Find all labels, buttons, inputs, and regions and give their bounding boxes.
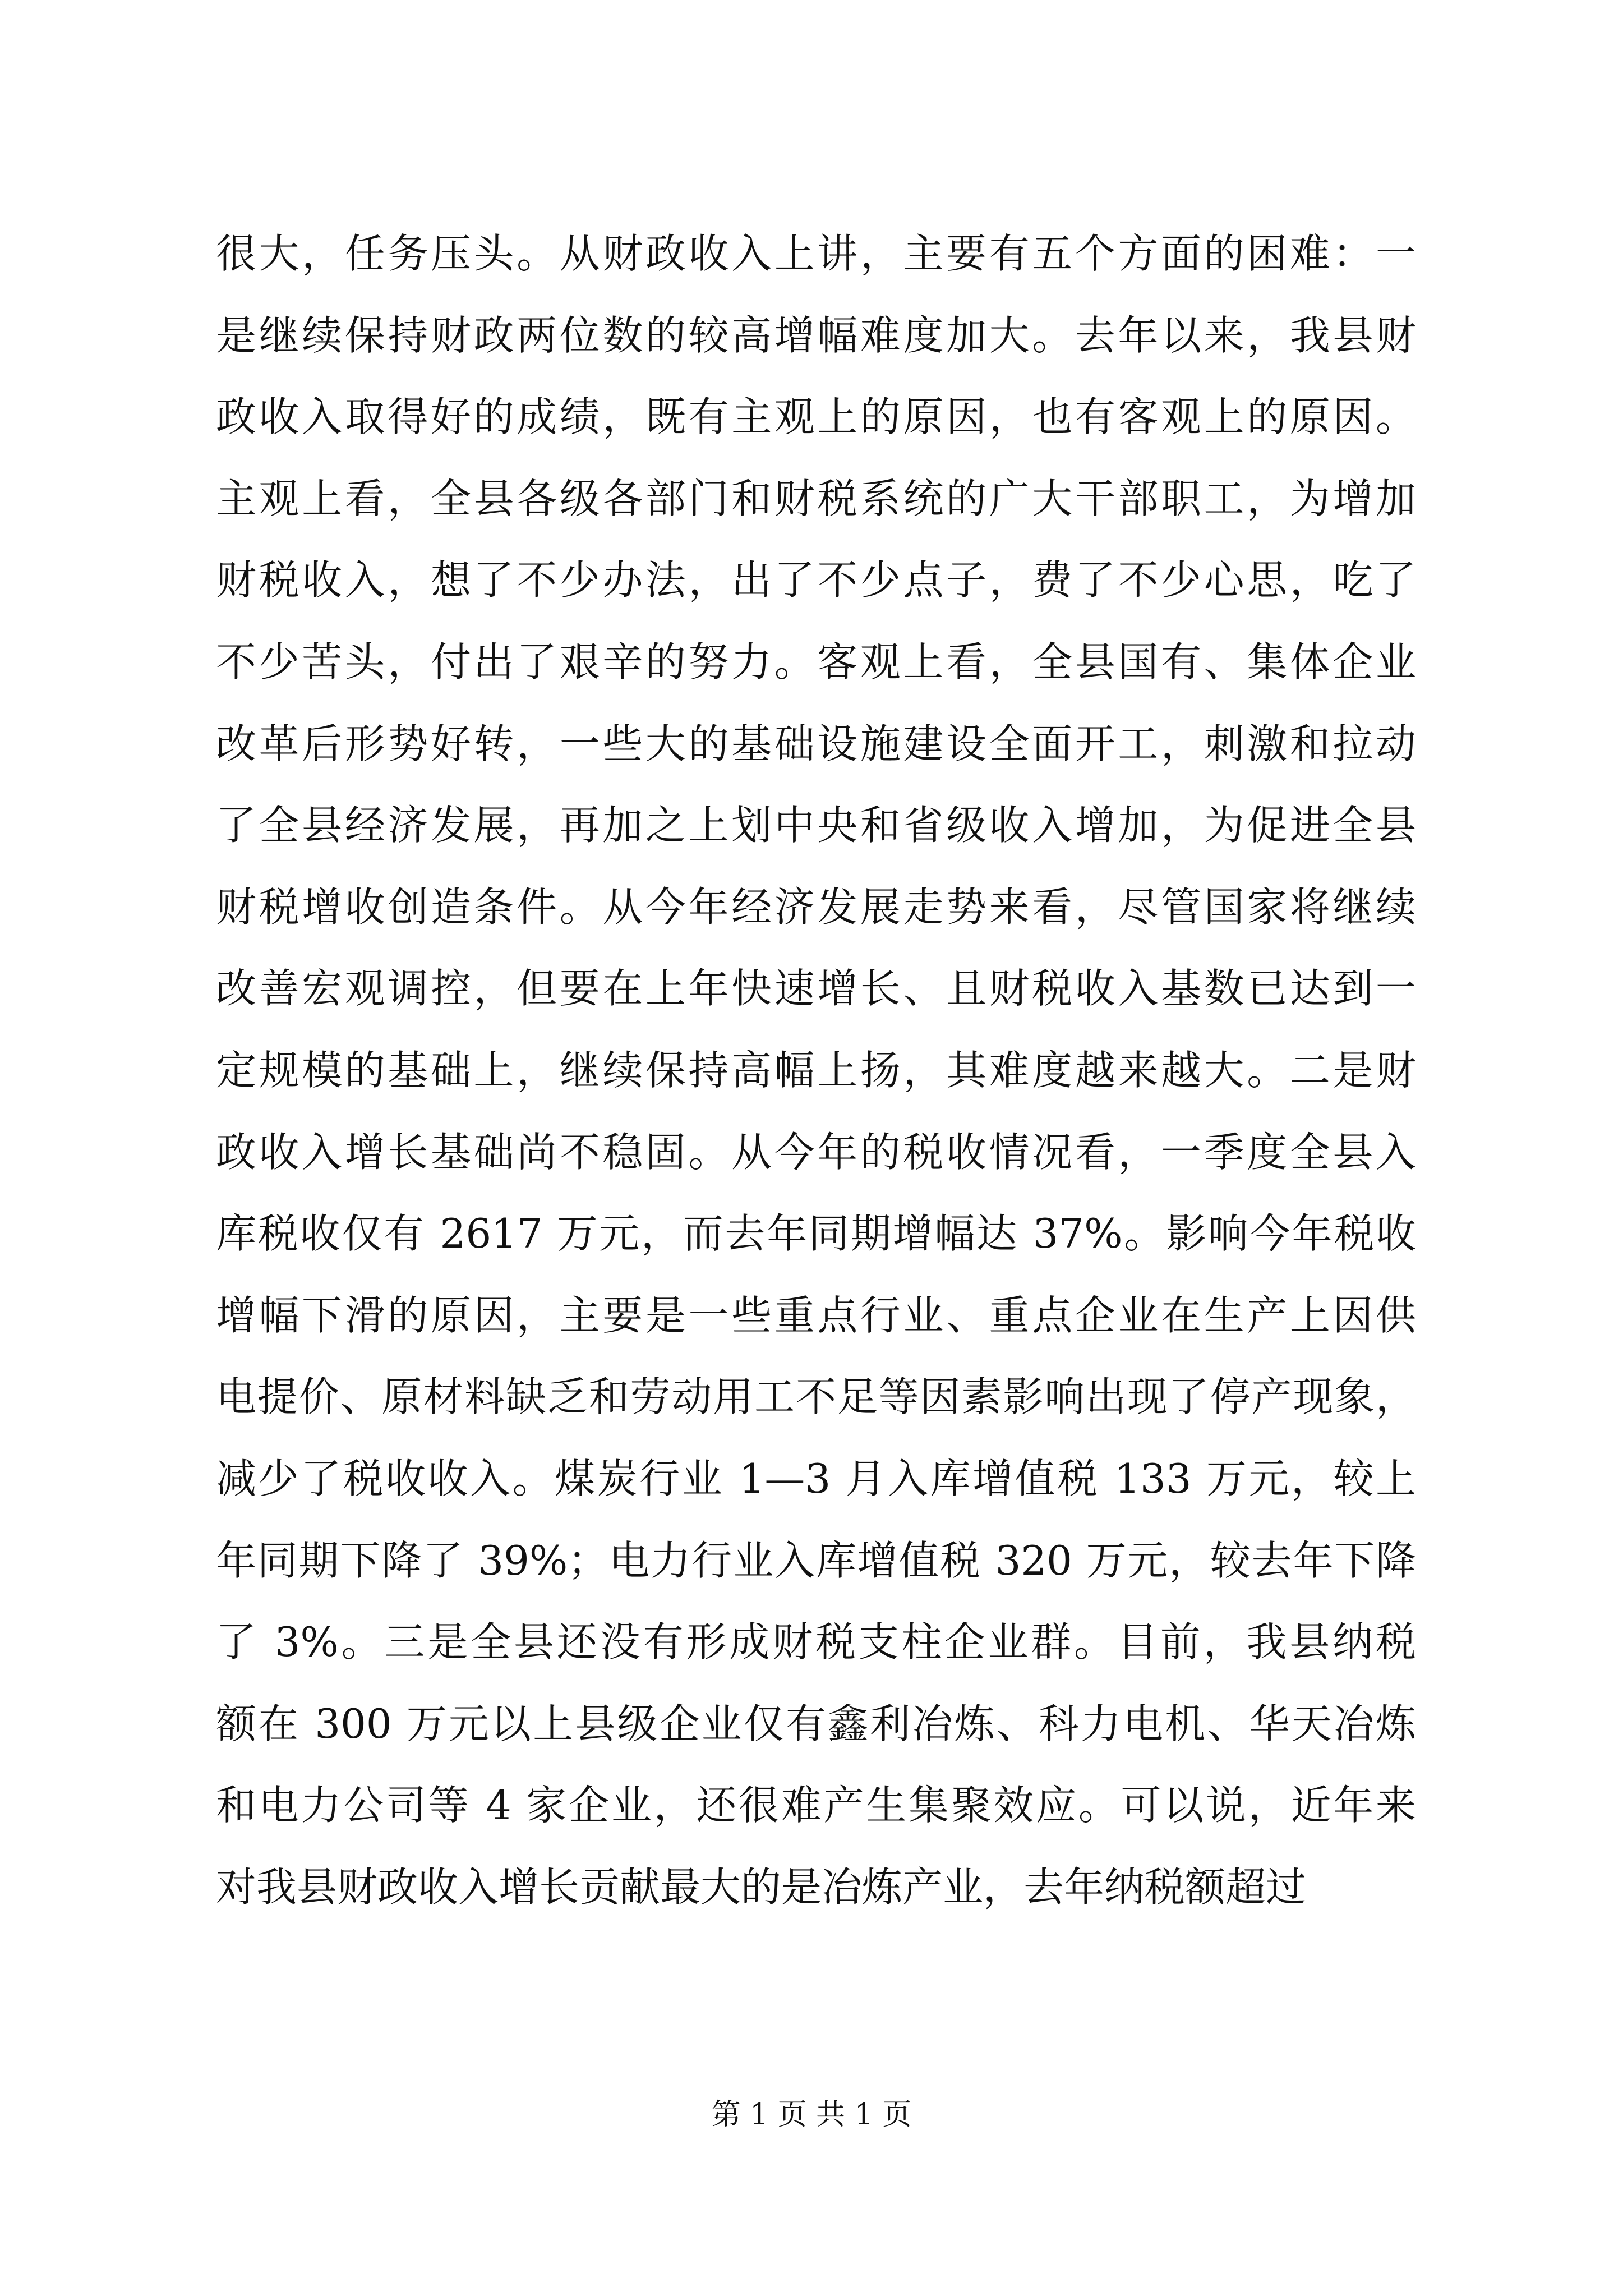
text-line: 是继续保持财政两位数的较高增幅难度加大。去年以来，我县财 [216, 311, 1416, 359]
text-line: 主观上看，全县各级各部门和财税系统的广大干部职工，为增加 [216, 475, 1416, 522]
text-line: 了全县经济发展，再加之上划中央和省级收入增加，为促进全县 [216, 802, 1416, 849]
text-line: 改善宏观调控，但要在上年快速增长、且财税收入基数已达到一 [216, 965, 1416, 1013]
text-line: 减少了税收收入。煤炭行业 1—3 月入库增值税 133 万元，较上 [216, 1455, 1416, 1502]
page-number-label: 第 1 页 共 1 页 [711, 2098, 912, 2132]
text-line: 很大，任务压头。从财政收入上讲，主要有五个方面的困难：一 [216, 230, 1416, 277]
text-line: 财税收入，想了不少办法，出了不少点子，费了不少心思，吃了 [216, 556, 1416, 604]
text-line: 了 3%。三是全县还没有形成财税支柱企业群。目前，我县纳税 [216, 1618, 1416, 1666]
text-line: 对我县财政收入增长贡献最大的是冶炼产业，去年纳税额超过 [216, 1863, 1307, 1911]
body-text [216, 213, 1416, 1928]
page-footer [0, 2095, 1623, 2134]
text-line: 定规模的基础上，继续保持高幅上扬，其难度越来越大。二是财 [216, 1046, 1416, 1094]
text-line: 库税收仅有 2617 万元，而去年同期增幅达 37%。影响今年税收 [216, 1210, 1416, 1258]
text-line: 年同期下降了 39%；电力行业入库增值税 320 万元，较去年下降 [216, 1536, 1416, 1584]
text-line: 政收入取得好的成绩，既有主观上的原因，也有客观上的原因。 [216, 393, 1416, 441]
text-line: 改革后形势好转，一些大的基础设施建设全面开工，刺激和拉动 [216, 720, 1416, 767]
text-line: 不少苦头，付出了艰辛的努力。客观上看，全县国有、集体企业 [216, 638, 1416, 685]
text-line: 财税增收创造条件。从今年经济发展走势来看，尽管国家将继续 [216, 883, 1416, 931]
text-line: 和电力公司等 4 家企业，还很难产生集聚效应。可以说，近年来 [216, 1782, 1416, 1829]
text-line: 增幅下滑的原因，主要是一些重点行业、重点企业在生产上因供 [216, 1291, 1416, 1339]
text-line: 政收入增长基础尚不稳固。从今年的税收情况看，一季度全县入 [216, 1128, 1416, 1176]
text-line: 额在 300 万元以上县级企业仅有鑫利冶炼、科力电机、华天冶炼 [216, 1700, 1416, 1747]
text-line: 电提价、原材料缺乏和劳动用工不足等因素影响出现了停产现象， [216, 1373, 1416, 1421]
